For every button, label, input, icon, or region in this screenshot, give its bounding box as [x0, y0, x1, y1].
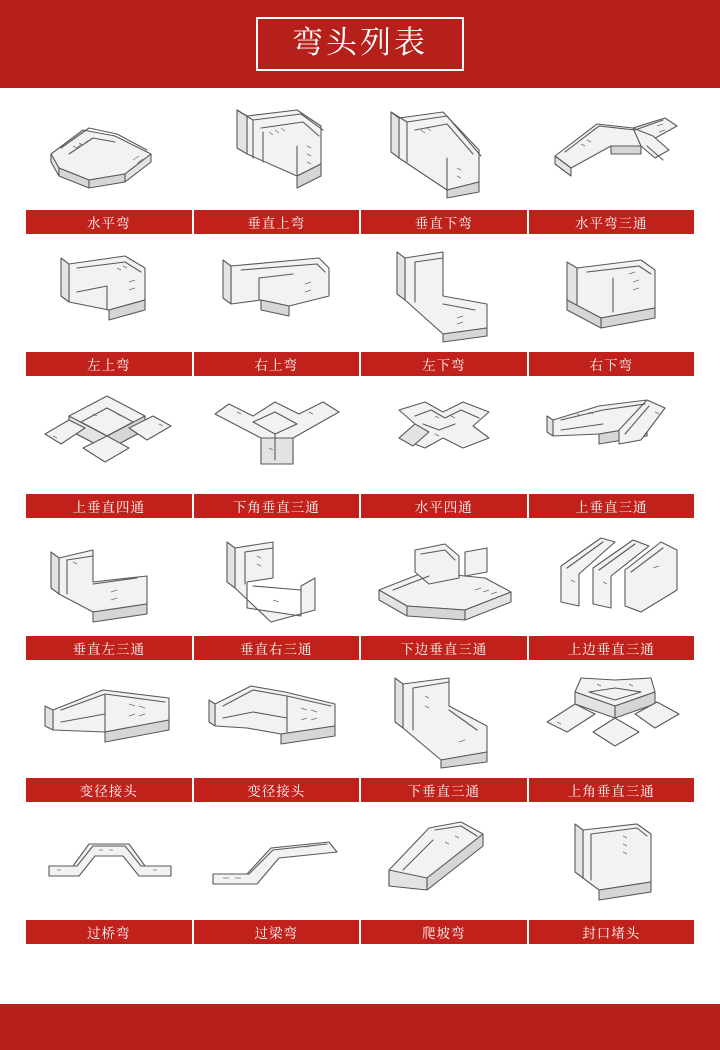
down-vertical-tee-icon[interactable] — [363, 668, 526, 772]
grid-row — [26, 384, 694, 518]
horizontal-cross-icon[interactable] — [363, 384, 526, 488]
grid-row-images — [26, 242, 694, 346]
product-label[interactable]: 左上弯 — [87, 358, 131, 373]
product-label[interactable]: 垂直下弯 — [359, 210, 527, 234]
grid-row-images — [26, 100, 694, 204]
reducer-joint-icon[interactable] — [26, 668, 189, 772]
product-label[interactable]: 下角垂直三通 — [192, 494, 360, 518]
bridge-bend-icon[interactable] — [26, 810, 189, 914]
product-label[interactable]: 上角垂直三通 — [527, 778, 695, 802]
product-label[interactable]: 下垂直三通 — [359, 778, 527, 802]
page-footer-bar — [0, 1004, 720, 1050]
upper-vertical-tee-icon[interactable] — [531, 384, 694, 488]
grid-row — [26, 100, 694, 234]
grid-row-images — [26, 384, 694, 488]
end-cap-icon[interactable] — [531, 810, 694, 914]
upper-corner-vertical-tee-icon[interactable] — [531, 668, 694, 772]
lower-side-vertical-tee-icon[interactable] — [363, 526, 526, 630]
grid-row-images — [26, 526, 694, 630]
left-down-bend-icon[interactable] — [363, 242, 526, 346]
horizontal-bend-tee-icon[interactable] — [531, 100, 694, 204]
grid-row-images — [26, 668, 694, 772]
vertical-right-tee-icon[interactable] — [194, 526, 357, 630]
horizontal-bend-icon[interactable] — [26, 100, 189, 204]
product-label[interactable]: 爬坡弯 — [359, 920, 527, 944]
product-label[interactable]: 上垂直三通 — [527, 494, 695, 518]
grid-row — [26, 668, 694, 802]
product-label[interactable]: 过梁弯 — [192, 920, 360, 944]
product-label[interactable]: 上边垂直三通 — [527, 636, 695, 660]
product-label[interactable]: 右上弯 — [192, 352, 360, 376]
product-grid — [0, 88, 720, 944]
lower-corner-vertical-tee-icon[interactable] — [194, 384, 357, 488]
vertical-up-bend-icon[interactable] — [194, 100, 357, 204]
product-label[interactable]: 变径接头 — [79, 784, 138, 799]
slope-bend-icon[interactable] — [363, 810, 526, 914]
product-label[interactable]: 水平弯 — [87, 216, 131, 231]
upper-vertical-cross-icon[interactable] — [26, 384, 189, 488]
page-header — [0, 0, 720, 88]
product-label[interactable]: 垂直左三通 — [72, 642, 145, 657]
left-up-bend-icon[interactable] — [26, 242, 189, 346]
right-down-bend-icon[interactable] — [531, 242, 694, 346]
reducer-joint-alt-icon[interactable] — [194, 668, 357, 772]
right-up-bend-icon[interactable] — [194, 242, 357, 346]
grid-row — [26, 810, 694, 944]
product-label[interactable]: 封口堵头 — [527, 920, 695, 944]
product-label[interactable]: 上垂直四通 — [72, 500, 145, 515]
product-label[interactable]: 垂直右三通 — [192, 636, 360, 660]
grid-row-labels — [26, 352, 694, 376]
product-label[interactable]: 水平四通 — [359, 494, 527, 518]
grid-row — [26, 526, 694, 660]
product-label[interactable]: 水平弯三通 — [527, 210, 695, 234]
grid-row-labels — [26, 778, 694, 802]
grid-row-images — [26, 810, 694, 914]
product-label[interactable]: 下边垂直三通 — [359, 636, 527, 660]
product-label[interactable]: 右下弯 — [527, 352, 695, 376]
grid-row — [26, 242, 694, 376]
grid-row-labels — [26, 636, 694, 660]
vertical-down-bend-icon[interactable] — [363, 100, 526, 204]
product-label[interactable]: 变径接头 — [192, 778, 360, 802]
grid-row-labels — [26, 210, 694, 234]
vertical-left-tee-icon[interactable] — [26, 526, 189, 630]
page-title: 弯头列表 — [292, 24, 428, 60]
grid-row-labels — [26, 494, 694, 518]
page-title-frame — [256, 17, 464, 72]
upper-side-vertical-tee-icon[interactable] — [531, 526, 694, 630]
grid-row-labels — [26, 920, 694, 944]
beam-bend-icon[interactable] — [194, 810, 357, 914]
product-label[interactable]: 过桥弯 — [87, 926, 131, 941]
product-label[interactable]: 垂直上弯 — [192, 210, 360, 234]
product-label[interactable]: 左下弯 — [359, 352, 527, 376]
